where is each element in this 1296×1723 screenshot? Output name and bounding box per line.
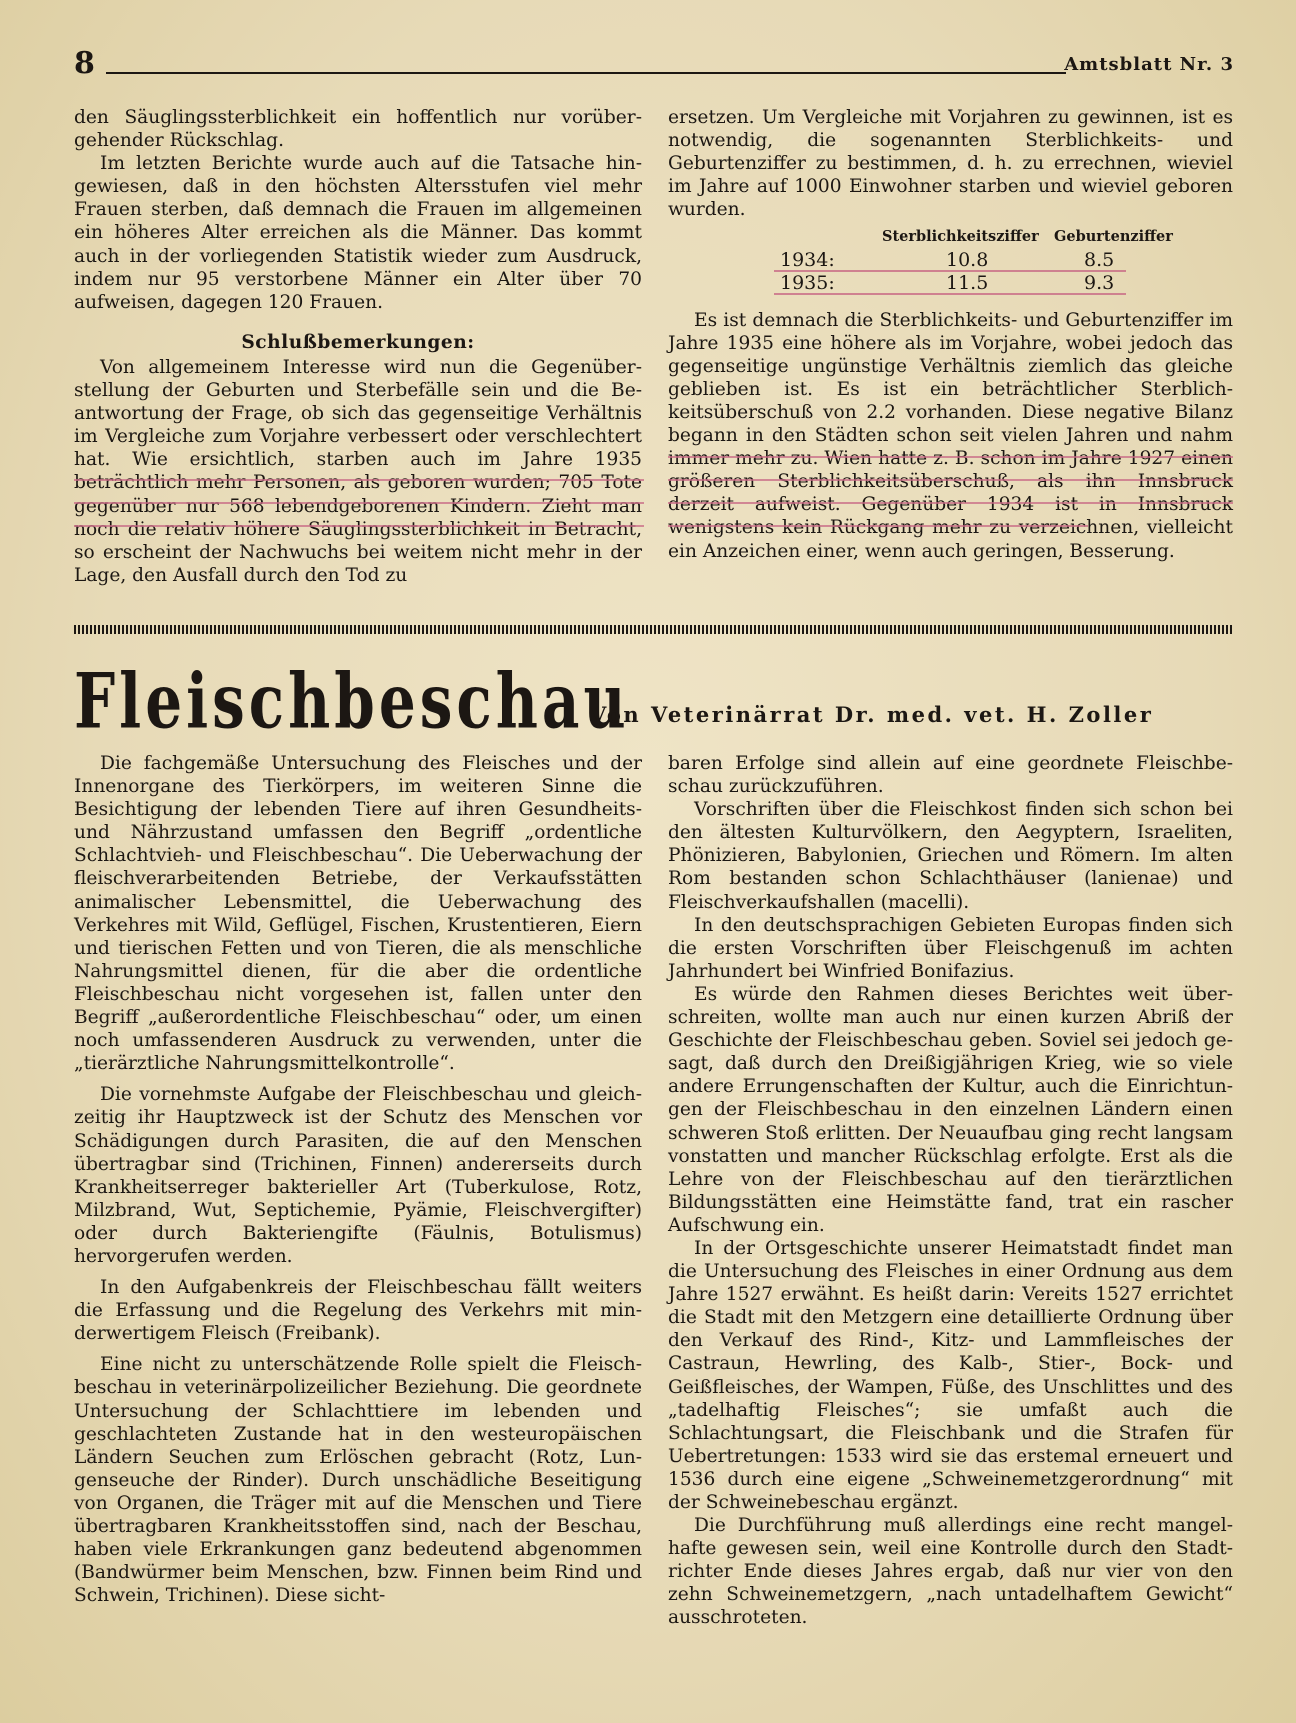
pencil-underline xyxy=(668,456,1233,458)
paragraph: baren Erfolge sind allein auf eine geordnete Fleischbeschau zurückzuführen. xyxy=(668,753,1233,798)
table-row xyxy=(668,249,1233,272)
article-right-column xyxy=(668,752,1233,1630)
paragraph: Die vornehmste Aufgabe der Fleischbeschau und gleichzeitig ihr Hauptzweck ist der Schutz des Menschen vor Schädigungen durch Parasiten, die auf den Menschen übertragbar sind (Trichinen, Finnen) andererseits durch Krankheitserreger bakterieller Art (Tuberkulose, Rotz, Milzbrand, Wut, Septichemie, Pyämie, Fleischvergifter) oder durch Bakteriengifte (Fäulnis, Botulismus) hervorgerufen werden. xyxy=(74,1084,642,1267)
paragraph: In den Aufgabenkreis der Fleischbeschau fällt weiters die Erfassung und die Regelung des Verkehrs mit minderwertigem Fleisch (Freibank). xyxy=(74,1277,642,1345)
pencil-underline xyxy=(774,293,1126,295)
article-byline: Von Veterinärrat Dr. med. vet. H. Zoller xyxy=(590,702,1154,727)
paragraph: den Säuglingssterblichkeit ein hoffentlich nur vorübergehender Rückschlag. xyxy=(74,107,642,152)
statistics-table xyxy=(668,225,1233,294)
row-birth-rate: 8.5 xyxy=(1084,248,1115,271)
table-header xyxy=(668,225,1233,248)
paragraph: In den deutschsprachigen Gebieten Europas finden sich die ersten Vorschriften über Fleischgenuß im achten Jahrhundert bei Winfried Bonifazius. xyxy=(668,914,1233,982)
pencil-underline xyxy=(74,502,644,504)
section-heading: Schlußbemerkungen: xyxy=(241,331,475,353)
row-birth-rate: 9.3 xyxy=(1084,271,1115,294)
paragraph: In der Ortsgeschichte unserer Heimatstadt findet man die Untersuchung des Fleisches in einer Ordnung aus dem Jahre 1527 erwähnt. Es heißt darin: Vereits 1527 errichtet die Stadt mit den Metzgern eine detaillierte Ordnung über den Verkauf des Rind-, Kitz- und Lammfleisches der Castraun, Hewrling, des Kalb-, Stier-, Bock- und Geißfleisches, der Wampen, Füße, des Unschlittes und des „tadelhaftig Fleisches“; sie umfaßt auch die Schlachtungsart, die Fleischbank und die Strafen für Uebertretungen: 1533 wird sie das erstemal erneuert und 1536 durch eine eigene „Schweinemetzgerordnung“ mit der Schweinebeschau ergänzt. xyxy=(668,1237,1233,1513)
page-number: 8 xyxy=(74,46,95,81)
paragraph-gap xyxy=(74,1075,642,1083)
table-row xyxy=(668,272,1233,295)
pencil-underline xyxy=(668,525,1088,527)
article-title: Fleischbeschau xyxy=(74,657,630,746)
paragraph: Im letzten Berichte wurde auch auf die Tatsache hingewiesen, daß in den höchsten Altersstufen viel mehr Frauen sterben, daß demnach die Frauen im allgemeinen ein höheres Alter erreichen als die Männer. Das kommt auch in der vorliegenden Statistik wieder zum Ausdruck, indem nur 95 verstorbene Männer ein Alter über 70 aufweisen, dagegen 120 Frauen. xyxy=(74,153,642,313)
top-right-column xyxy=(668,106,1233,563)
row-death-rate: 10.8 xyxy=(946,248,989,271)
header-rule xyxy=(106,72,1066,74)
paragraph: Von allgemeinem Interesse wird nun die Gegenüberstellung der Geburten und Sterbefälle sein und die Beantwortung der Frage, ob sich das gegenseitige Verhältnis im Vergleiche zum Vorjahre verbessert oder verschlechtert hat. Wie ersichtlich, starben auch im Jahre 1935 beträchtlich mehr Personen, als geboren wurden; 705 Tote gegenüber nur 568 lebendgeborenen Kindern. Zieht man noch die relativ höhere Säuglingssterblichkeit in Betracht, so erscheint der Nachwuchs bei weitem nicht mehr in der Lage, den Ausfall durch den Tod zu xyxy=(74,356,642,586)
paragraph-gap xyxy=(74,1268,642,1276)
page-header xyxy=(74,46,1234,82)
paragraph: Eine nicht zu unterschätzende Rolle spielt die Fleischbeschau in veterinärpolizeilicher Beziehung. Die geordnete Untersuchung der Schlachttiere im lebenden und geschlachteten Zustande hat in den westeuropäischen Ländern Seuchen zum Erlöschen gebracht (Rotz, Lungenseuche der Rinder). Durch unschädliche Beseitigung von Organen, die Träger mit auf die Menschen und Tiere übertragbaren Krankheitsstoffen sind, nach der Beschau, haben viele Erkrankungen ganz bedeutend abgenommen (Bandwürmer beim Menschen, bzw. Finnen beim Rind und Schwein, Trichinen). Diese sicht- xyxy=(74,1354,642,1607)
paragraph: Die Durchführung muß allerdings eine recht mangelhafte gewesen sein, weil eine Kontrolle durch den Stadtrichter Ende dieses Jahres ergab, daß nur vier von den zehn Schweinemetzgern, „nach untadelhaftem Gewicht“ ausschroteten. xyxy=(668,1515,1233,1629)
pencil-underline xyxy=(74,479,644,481)
issue-label: Amtsblatt Nr. 3 xyxy=(1064,54,1234,75)
paragraph: Es ist demnach die Sterblichkeits- und Geburtenziffer im Jahre 1935 eine höhere als im Vorjahre, wobei jedoch das gegenseitige ungünstige Verhältnis ziemlich das gleiche geblieben ist. Es ist ein beträchtlicher Sterblichkeitsüberschuß von 2.2 vorhanden. Diese negative Bilanz begann in den Städten schon seit vielen Jahren und nahm immer mehr zu. Wien hatte z. B. schon im Jahre 1927 einen größeren Sterblichkeitsüberschuß, als ihn Innsbruck derzeit aufweist. Gegenüber 1934 ist in Innsbruck wenigstens kein Rückgang mehr zu verzeichnen, vielleicht ein Anzeichen einer, wenn auch geringen, Besserung. xyxy=(668,309,1233,562)
column-header-birth-rate: Geburtenziffer xyxy=(1054,228,1173,246)
top-left-column xyxy=(74,106,642,587)
paragraph: Vorschriften über die Fleischkost finden sich schon bei den ältesten Kulturvölkern, den Aegyptern, Israeliten, Phönizieren, Babylonien, Griechen und Römern. Im alten Rom bestanden schon Schlachthäuser (lanienae) und Fleischverkaufshallen (macelli). xyxy=(668,799,1233,913)
pencil-underline xyxy=(74,525,644,527)
paragraph-gap xyxy=(74,1345,642,1353)
paragraph: ersetzen. Um Vergleiche mit Vorjahren zu gewinnen, ist es notwendig, die sogenannten Sterblichkeits- und Geburtenziffer zu bestimmen, d. h. zu errechnen, wieviel im Jahre auf 1000 Einwohner starben und wieviel geboren wurden. xyxy=(668,107,1233,221)
pencil-underline xyxy=(668,502,1233,504)
column-header-death-rate: Sterblichkeitsziffer xyxy=(882,228,1039,246)
row-year: 1934: xyxy=(780,248,835,271)
pencil-underline xyxy=(668,479,1233,481)
row-death-rate: 11.5 xyxy=(946,271,989,294)
dotted-divider xyxy=(74,625,1234,634)
paragraph: Die fachgemäße Untersuchung des Fleisches und der Innenorgane des Tierkörpers, im weiteren Sinne die Besichtigung der lebenden Tiere auf ihren Gesundheits- und Nährzustand umfassen den Begriff „ordentliche Schlachtvieh- und Fleischbeschau“. Die Ueberwachung der fleischverarbeitenden Betriebe, der Verkaufsstätten animalischer Lebensmittel, die Ueberwachung des Verkehres mit Wild, Geflügel, Fischen, Krustentieren, Eiern und tierischen Fetten und von Tieren, die als menschliche Nahrungsmittel dienen, für die aber die ordentliche Fleischbeschau nicht vorgesehen ist, fallen unter den Begriff „außerordentliche Fleischbeschau“ oder, um einen noch umfassenderen Ausdruck zu verwenden, unter die „tierärztliche Nahrungsmittelkontrolle“. xyxy=(74,753,642,1075)
paragraph: Es würde den Rahmen dieses Berichtes weit überschreiten, wollte man auch nur einen kurzen Abriß der Geschichte der Fleischbeschau geben. Soviel sei jedoch gesagt, daß durch den Dreißigjährigen Krieg, wie so viele andere Errungenschaften der Kultur, auch die Einrichtungen der Fleischbeschau in den einzelnen Ländern einen schweren Stoß erlitten. Der Neuaufbau ging recht langsam vonstatten und mancher Rückschlag erfolgte. Erst als die Lehre von der Fleischbeschau auf den tierärztlichen Bildungsstätten eine Heimstätte fand, trat ein rascher Aufschwung ein. xyxy=(668,983,1233,1236)
row-year: 1935: xyxy=(780,271,835,294)
article-left-column xyxy=(74,752,642,1607)
